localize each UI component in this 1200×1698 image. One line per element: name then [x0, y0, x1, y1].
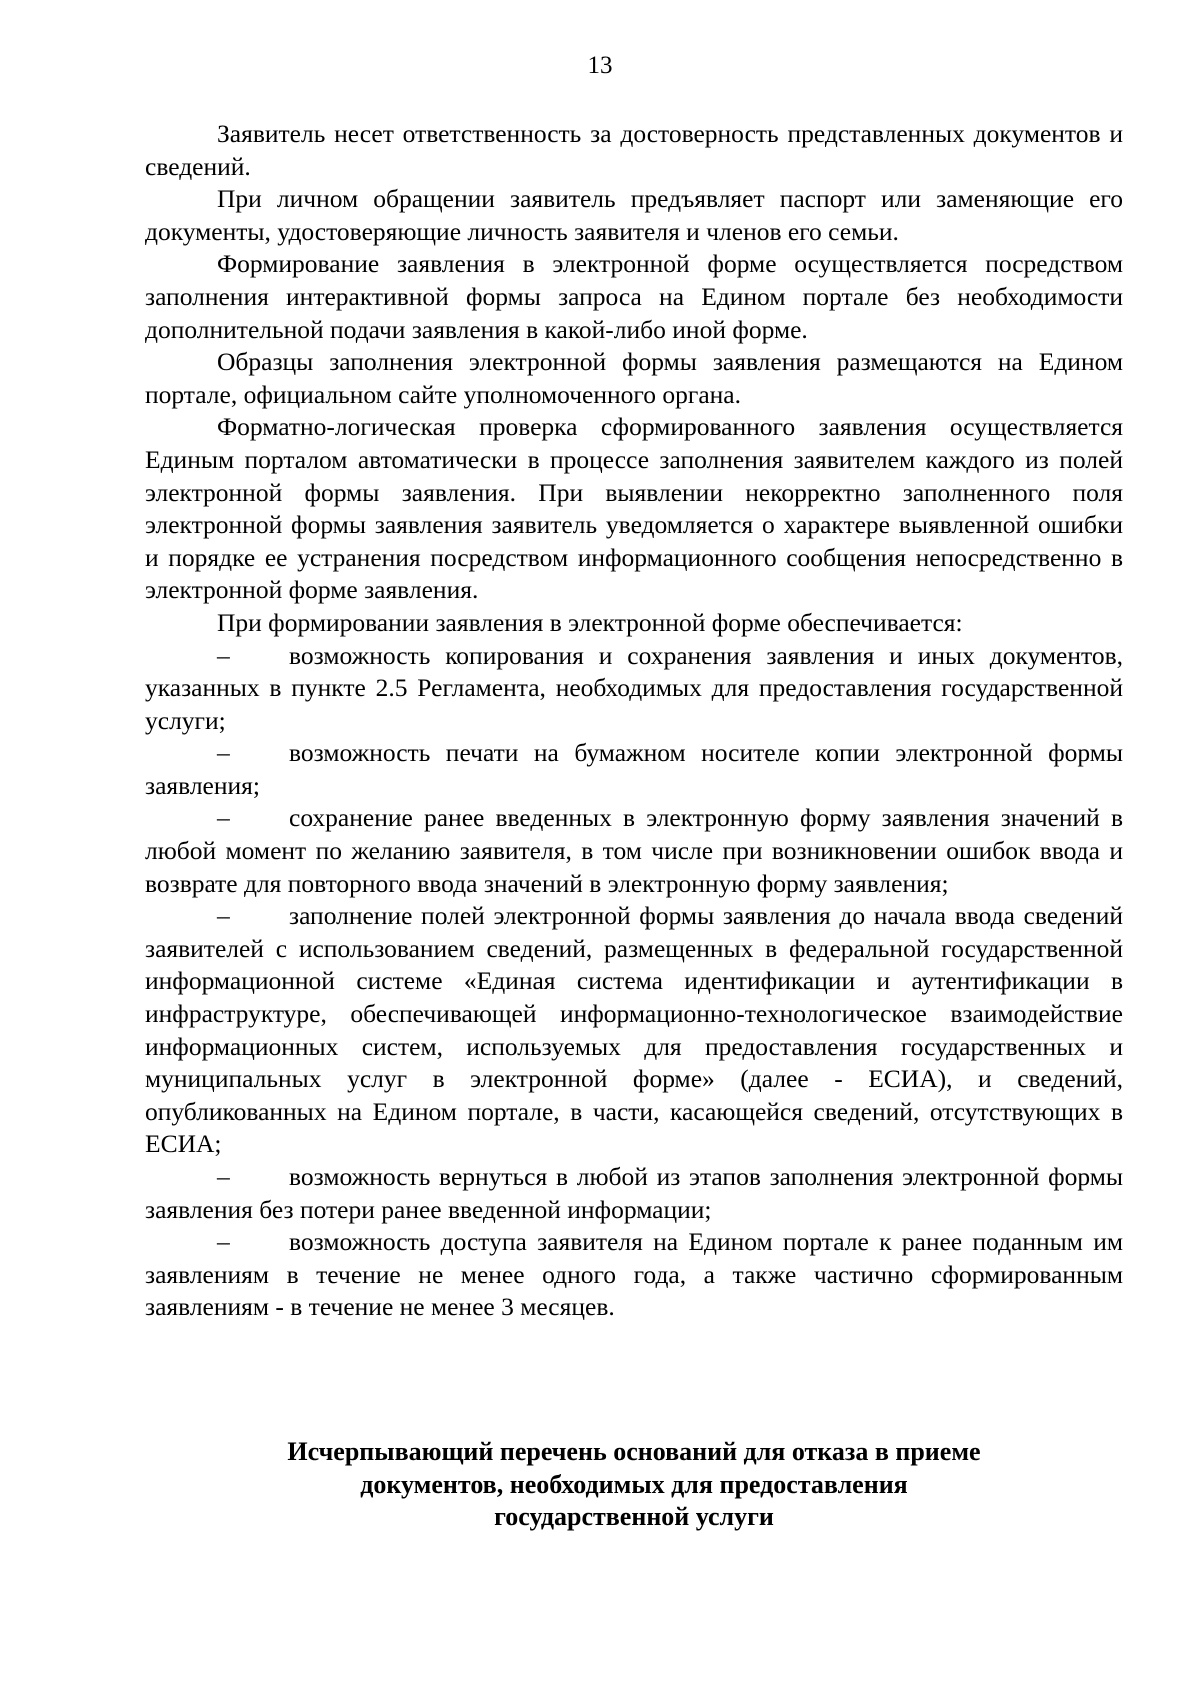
page-number: 13: [587, 52, 613, 79]
heading-line: государственной услуги: [494, 1502, 774, 1532]
list-item: [145, 900, 1123, 1161]
list-item: [145, 1161, 1123, 1226]
list-item: [145, 802, 1123, 900]
paragraph-format-check: Форматно-логическая проверка сформированного заявления осуществляется Единым порталом автоматически в процессе заполнения заявителем каждого из полей электронной формы заявления. При выявлении некорректно заполненного поля электронной формы заявления заявитель уведомляется о характере выявленной ошибки и порядке ее устранения посредством информационного сообщения непосредственно в электронной форме заявления.: [145, 412, 1123, 605]
list-dash: –: [217, 1227, 230, 1257]
list-item: [145, 737, 1123, 802]
paragraph-electronic-form: Формирование заявления в электронной форме осуществляется посредством заполнения интерактивной формы запроса на Едином портале без необходимости дополнительной подачи заявления в какой-либо иной форме.: [145, 249, 1123, 344]
list-item-text: сохранение ранее введенных в электронную форму заявления значений в любой момент по желанию заявителя, в том числе при возникновении ошибок ввода и возврате для повторного ввода значений в электронную форму заявления;: [145, 803, 1123, 898]
section-heading: [145, 1436, 1123, 1534]
list-dash: –: [217, 738, 230, 768]
list-item-text: заполнение полей электронной формы заявления до начала ввода сведений заявителей с использованием сведений, размещенных в федеральной государственной информационной системе «Единая система идентификации и аутентификации в инфраструктуре, обеспечивающей информационно-технологическое взаимодействие информационных систем, используемых для предоставления государственных и муниципальных услуг в электронной форме» (далее - ЕСИА), и сведений, опубликованных на Едином портале, в части, касающейся сведений, отсутствующих в ЕСИА;: [145, 901, 1123, 1159]
list-item-text: возможность печати на бумажном носителе копии электронной формы заявления;: [145, 738, 1123, 800]
paragraph-applicant-responsibility: Заявитель несет ответственность за достоверность представленных документов и сведений.: [145, 119, 1123, 181]
document-body: [145, 118, 1123, 1324]
list-dash: –: [217, 640, 230, 670]
list-item-text: возможность копирования и сохранения заявления и иных документов, указанных в пункте 2.5 Регламента, необходимых для предоставления государственной услуги;: [145, 640, 1123, 735]
list-item: [145, 1226, 1123, 1324]
list-item-text: возможность вернуться в любой из этапов заполнения электронной формы заявления без потери ранее введенной информации;: [145, 1162, 1123, 1224]
heading-line: документов, необходимых для предоставления: [360, 1469, 908, 1499]
list-dash: –: [217, 803, 230, 833]
heading-line: Исчерпывающий перечень оснований для отказа в приеме: [287, 1437, 981, 1466]
list-dash: –: [217, 901, 230, 931]
paragraph-form-samples: Образцы заполнения электронной формы заявления размещаются на Едином портале, официальном сайте уполномоченного органа.: [145, 347, 1123, 409]
paragraph-provision-intro: При формировании заявления в электронной форме обеспечивается:: [217, 607, 963, 637]
list-dash: –: [217, 1162, 230, 1191]
list-item: [145, 640, 1123, 738]
list-item-text: возможность доступа заявителя на Едином портале к ранее поданным им заявлениям в течение не менее одного года, а также частично сформированным заявлениям - в течение не менее 3 месяцев.: [145, 1227, 1123, 1322]
paragraph-personal-visit: При личном обращении заявитель предъявляет паспорт или заменяющие его документы, удостоверяющие личность заявителя и членов его семьи.: [145, 184, 1123, 246]
